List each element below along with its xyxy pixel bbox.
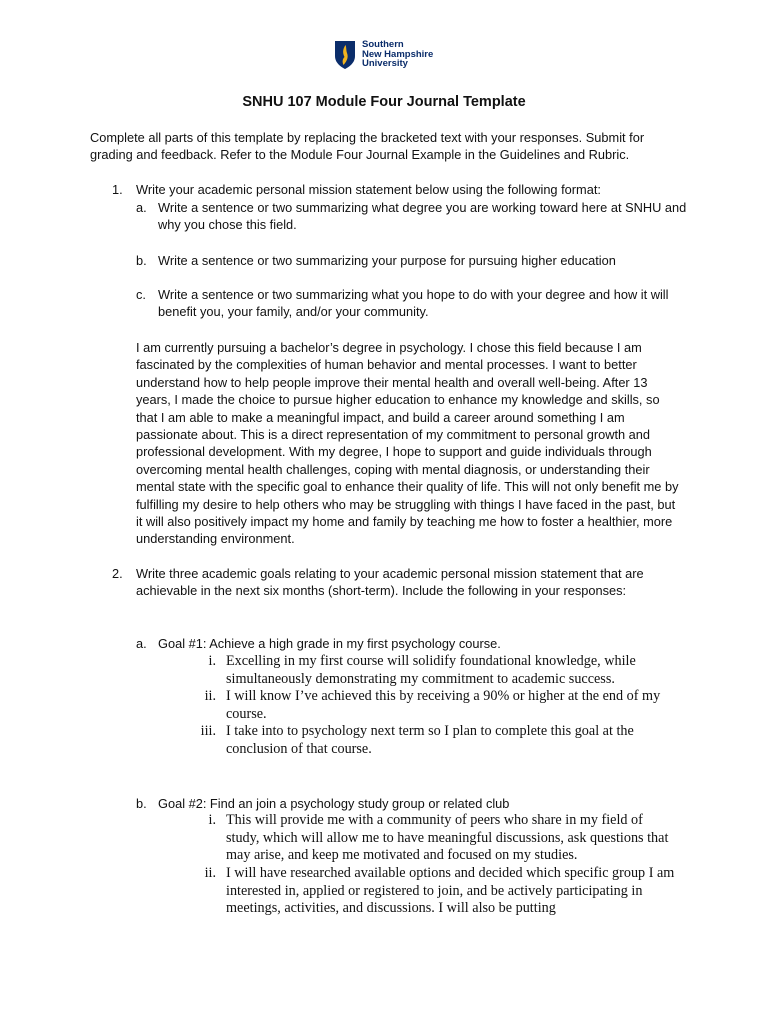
logo-line: University (362, 58, 408, 70)
q1-item-c-label: c. (136, 287, 146, 302)
goal-2-text: Goal #2: Find an join a psychology study group or related club (158, 796, 510, 811)
goal-1-sub-i-number: i. (208, 653, 216, 669)
goal-1-sub-iii-number: iii. (200, 723, 216, 739)
intro-paragraph: Complete all parts of this template by replacing the bracketed text with your responses. Submit for grading and feedback. Refer to the Module Four Journal Example in the Guidelines and Rubric. (90, 130, 645, 163)
goal-1-sub-ii-number: ii. (204, 688, 216, 704)
goal-1-sub-iii-text: I take into to psychology next term so I plan to complete this goal at the conclusion of that course. (226, 723, 634, 757)
shield-icon (334, 40, 356, 70)
q1-item-b-text: Write a sentence or two summarizing your purpose for pursuing higher education (158, 253, 616, 268)
logo-line: Southern (362, 39, 404, 50)
goal-1-sub-ii-text: I will know I’ve achieved this by receiving a 90% or higher at the end of my course. (226, 688, 661, 722)
goal-2-label: b. (136, 796, 147, 811)
question-2-text: Write three academic goals relating to your academic personal mission statement that are achievable in the next six months (short-term). Include the following in your responses: (136, 566, 644, 599)
q1-item-c-text: Write a sentence or two summarizing what you hope to do with your degree and how it will benefit you, your family, and/or your community. (158, 287, 669, 320)
question-2-number: 2. (112, 566, 123, 581)
snhu-logo (334, 40, 444, 72)
logo-line: New Hampshire (362, 48, 434, 60)
goal-1-label: a. (136, 636, 147, 651)
document-title: SNHU 107 Module Four Journal Template (242, 94, 526, 110)
goal-2-sub-ii-number: ii. (204, 865, 216, 881)
goal-1-text: Goal #1: Achieve a high grade in my first psychology course. (158, 636, 501, 651)
q1-item-a-label: a. (136, 200, 147, 215)
question-1-number: 1. (112, 182, 123, 197)
logo-wordmark (362, 40, 433, 69)
goal-1-sub-i-text: Excelling in my first course will solidify foundational knowledge, while simultaneously demonstrating my commitment to academic success. (226, 653, 636, 687)
goal-2-sub-i-text: This will provide me with a community of peers who share in my field of study, which will allow me to have meaningful discussions, ask questions that may arise, and keep me motivated and focused on my studies. (226, 812, 669, 864)
q1-item-b-label: b. (136, 253, 147, 268)
goal-2-sub-ii-text: I will have researched available options and decided which specific group I am interested in, applied or registered to join, and be actively participating in meetings, activities, and discussions. I will also be putting (226, 865, 675, 917)
q1-item-a-text: Write a sentence or two summarizing what degree you are working toward here at SNHU and why you chose this field. (158, 200, 687, 233)
goal-2-sub-i-number: i. (208, 812, 216, 828)
mission-statement-response: I am currently pursuing a bachelor’s degree in psychology. I chose this field because I am fascinated by the complexities of human behavior and mental processes. I want to better understand how to help people improve their mental health and overall well-being. After 13 years, I made the choice to pursue higher education to enhance my knowledge and skills, so that I am able to make a meaningful impact, and build a career around something I am passionate about. This is a direct representation of my commitment to personal growth and professional development. With my degree, I hope to support and guide individuals through overcoming mental health challenges, coping with mental diagnosis, or understanding their mental state with the specific goal to enhance their quality of life. This will not only benefit me by fulfilling my desire to help others who may be struggling with things I have faced in the past, but it will also positively impact my home and family by teaching me how to foster a healthier, more understanding environment. (136, 340, 679, 547)
question-1-text: Write your academic personal mission statement below using the following format: (136, 182, 601, 197)
